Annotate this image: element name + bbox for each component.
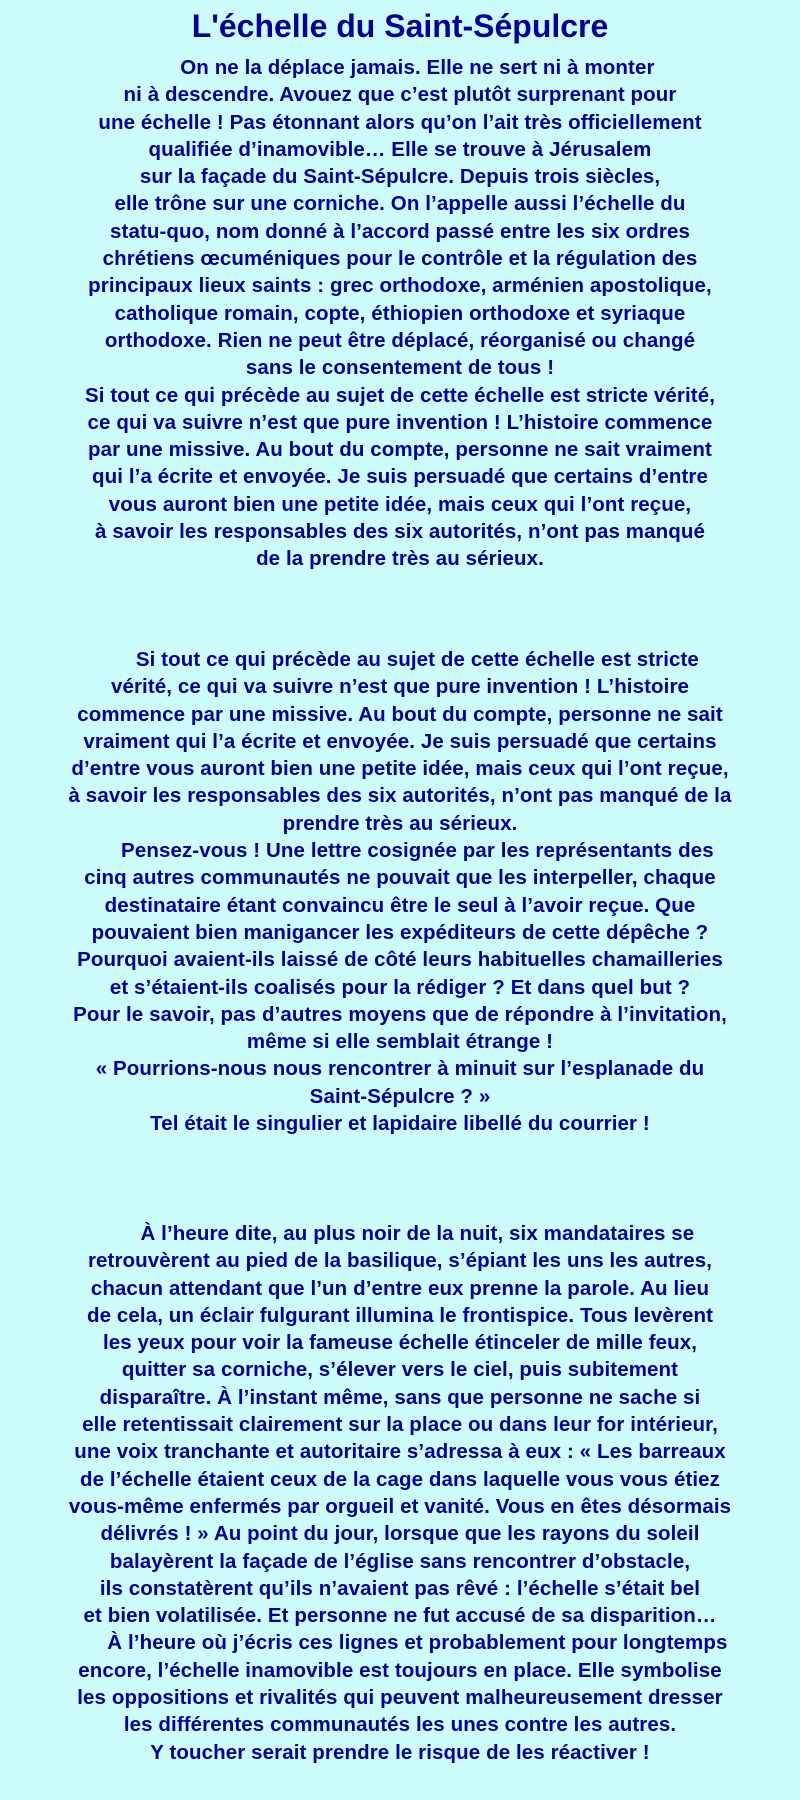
text-line: « Pourrions-nous nous rencontrer à minuit sur l’esplanade du bbox=[95, 1057, 705, 1081]
text-line: Tel était le singulier et lapidaire libellé du courrier ! bbox=[150, 1112, 650, 1136]
text-line: Si tout ce qui précède au sujet de cette échelle est stricte vérité, bbox=[84, 383, 715, 407]
text-line: statu-quo, nom donné à l’accord passé entre les six ordres bbox=[110, 219, 690, 243]
text-line: qualifiée d’inamovible… Elle se trouve à Jérusalem bbox=[148, 137, 652, 161]
text-line: elle trône sur une corniche. On l’appelle aussi l’échelle du bbox=[114, 192, 686, 216]
text-line: d’entre vous auront bien une petite idée, mais ceux qui l’ont reçue, bbox=[71, 757, 729, 781]
text-line: destinataire étant convaincu être le seul à l’avoir reçue. Que bbox=[104, 893, 696, 917]
text-line: à savoir les responsables des six autorités, n’ont pas manqué de la bbox=[68, 784, 732, 808]
text-line: ils constatèrent qu’ils n’avaient pas rêvé : l’échelle s’était bel bbox=[99, 1576, 701, 1600]
text-line: À l’heure dite, au plus noir de la nuit, six mandataires se bbox=[105, 1222, 695, 1245]
text-line: de cela, un éclair fulgurant illumina le frontispice. Tous levèrent bbox=[86, 1303, 714, 1327]
text-line: principaux lieux saints : grec orthodoxe, arménien apostolique, bbox=[88, 274, 712, 298]
text-line: par une missive. Au bout du compte, personne ne sait vraiment bbox=[88, 438, 712, 462]
text-line: elle retentissait clairement sur la place ou dans leur for intérieur, bbox=[82, 1413, 718, 1437]
text-line: Saint-Sépulcre ? » bbox=[309, 1084, 491, 1108]
text-line: vraiment qui l’a écrite et envoyée. Je suis persuadé que certains bbox=[83, 729, 717, 753]
text-line: sans le consentement de tous ! bbox=[245, 356, 555, 380]
paragraph-block-1 bbox=[0, 54, 800, 573]
paragraph-block-2 bbox=[0, 646, 800, 1137]
text-line: cinq autres communautés ne pouvait que les interpeller, chaque bbox=[84, 866, 716, 890]
text-line: Pourquoi avaient-ils laissé de côté leurs habituelles chamailleries bbox=[77, 948, 723, 972]
text-line: chacun attendant que l’un d’entre eux prenne la parole. Au lieu bbox=[90, 1276, 710, 1300]
text-line: encore, l’échelle inamovible est toujours en place. Elle symbolise bbox=[78, 1658, 722, 1682]
text-line: catholique romain, copte, éthiopien orthodoxe et syriaque bbox=[114, 301, 686, 325]
text-line: retrouvèrent au pied de la basilique, s’épiant les uns les autres, bbox=[87, 1249, 713, 1273]
text-line: chrétiens œcuméniques pour le contrôle et la régulation des bbox=[102, 247, 698, 271]
text-line: une voix tranchante et autoritaire s’adressa à eux : « Les barreaux bbox=[74, 1440, 726, 1464]
page-title: L'échelle du Saint-Sépulcre bbox=[191, 8, 609, 44]
text-line: même si elle semblait étrange ! bbox=[246, 1030, 554, 1054]
text-line: les différentes communautés les unes contre les autres. bbox=[123, 1713, 677, 1737]
text-line: sur la façade du Saint-Sépulcre. Depuis trois siècles, bbox=[139, 165, 661, 189]
text-line: les oppositions et rivalités qui peuvent malheureusement dresser bbox=[77, 1686, 723, 1710]
text-line: On ne la déplace jamais. Elle ne sert ni à monter bbox=[145, 56, 655, 79]
text-line: orthodoxe. Rien ne peut être déplacé, réorganisé ou changé bbox=[104, 328, 696, 352]
text-line: de la prendre très au sérieux. bbox=[256, 547, 544, 571]
text-line: Pour le savoir, pas d’autres moyens que de répondre à l’invitation, bbox=[73, 1002, 727, 1026]
text-line: et s’étaient-ils coalisés pour la rédiger ? Et dans quel but ? bbox=[109, 975, 691, 999]
text-line: les yeux pour voir la fameuse échelle étinceler de mille feux, bbox=[102, 1331, 698, 1355]
text-line: vous-même enfermés par orgueil et vanité. Vous en êtes désormais bbox=[68, 1494, 732, 1518]
text-line: commence par une missive. Au bout du compte, personne ne sait bbox=[77, 702, 723, 726]
text-line: disparaître. À l’instant même, sans que personne ne sache si bbox=[99, 1385, 701, 1409]
text-line: quitter sa corniche, s’élever vers le ciel, puis subitement bbox=[121, 1358, 679, 1382]
text-line: pouvaient bien manigancer les expéditeurs de cette dépêche ? bbox=[91, 920, 709, 944]
text-line: de l’échelle étaient ceux de la cage dans laquelle vous vous étiez bbox=[79, 1467, 721, 1491]
text-line: Si tout ce qui précède au sujet de cette échelle est stricte bbox=[101, 648, 699, 671]
text-line: qui l’a écrite et envoyée. Je suis persuadé que certains d’entre bbox=[92, 465, 708, 489]
text-line: une échelle ! Pas étonnant alors qu’on l’ait très officiellement bbox=[98, 110, 702, 134]
paragraph-block-3 bbox=[0, 1220, 800, 1766]
text-line: Pensez-vous ! Une lettre cosignée par les représentants des bbox=[86, 839, 714, 863]
text-line: et bien volatilisée. Et personne ne fut accusé de sa disparition… bbox=[83, 1604, 717, 1628]
text-line: prendre très au sérieux. bbox=[282, 811, 518, 835]
text-line: vérité, ce qui va suivre n’est que pure invention ! L’histoire bbox=[110, 675, 690, 699]
text-line: Y toucher serait prendre le risque de les réactiver ! bbox=[150, 1740, 650, 1764]
text-line: délivrés ! » Au point du jour, lorsque que les rayons du soleil bbox=[100, 1522, 700, 1546]
text-line: à savoir les responsables des six autorités, n’ont pas manqué bbox=[95, 520, 705, 544]
text-line: ce qui va suivre n’est que pure invention ! L’histoire commence bbox=[87, 410, 713, 434]
text-line: vous auront bien une petite idée, mais ceux qui l’ont reçue, bbox=[108, 492, 692, 516]
text-line: balayèrent la façade de l’église sans rencontrer d’obstacle, bbox=[109, 1549, 691, 1573]
text-line: À l’heure où j’écris ces lignes et probablement pour longtemps bbox=[72, 1631, 728, 1655]
text-line: ni à descendre. Avouez que c’est plutôt surprenant pour bbox=[123, 83, 677, 107]
